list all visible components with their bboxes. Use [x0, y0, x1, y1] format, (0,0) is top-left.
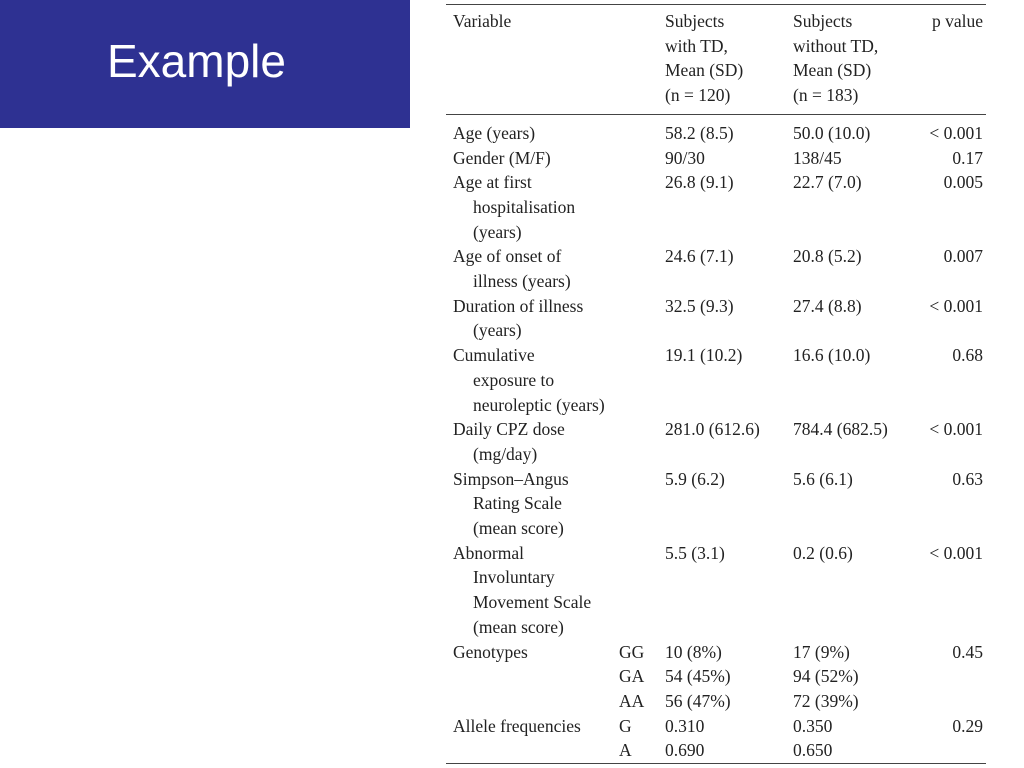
table-row [446, 146, 986, 171]
cell-p-value [923, 343, 986, 417]
cell-with-td-line: 0.690 [665, 740, 705, 761]
cell-subcategory [619, 146, 665, 171]
cell-without-td [793, 114, 923, 145]
cell-without-td-line: 20.8 (5.2) [793, 246, 862, 267]
cell-variable-line: (mean score) [473, 518, 564, 539]
cell-variable-line: exposure to [473, 369, 555, 390]
table-row [446, 467, 986, 541]
cell-without-td [793, 244, 923, 293]
cell-variable [446, 714, 619, 764]
cell-with-td-line: 5.5 (3.1) [665, 542, 725, 563]
cell-variable-line: Cumulative [453, 345, 535, 366]
cell-without-td [793, 146, 923, 171]
cell-with-td [665, 114, 793, 145]
cell-with-td [665, 170, 793, 244]
table-row [446, 714, 986, 764]
table-row [446, 640, 986, 714]
cell-p-value-line: 0.68 [952, 345, 983, 366]
cell-with-td-line: 26.8 (9.1) [665, 172, 734, 193]
cell-with-td [665, 244, 793, 293]
cell-p-value-line: 0.005 [943, 172, 983, 193]
cell-without-td [793, 541, 923, 640]
data-table-container [446, 4, 986, 764]
cell-with-td [665, 714, 793, 764]
cell-subcategory-line: G [619, 715, 632, 736]
cell-without-td [793, 640, 923, 714]
table-row [446, 170, 986, 244]
cell-variable-line: Age (years) [453, 122, 536, 143]
cell-subcategory [619, 714, 665, 764]
header-subcategory [619, 5, 665, 115]
cell-variable-line: Abnormal [453, 542, 524, 563]
cell-variable-line: hospitalisation [473, 196, 576, 217]
cell-variable-line: Age at first [453, 172, 532, 193]
cell-with-td [665, 640, 793, 714]
table-row [446, 244, 986, 293]
table-body [446, 114, 986, 763]
cell-with-td-line: 90/30 [665, 147, 705, 168]
cell-p-value [923, 541, 986, 640]
cell-p-value [923, 640, 986, 714]
header-line: Variable [453, 11, 512, 31]
header-without-td [793, 5, 923, 115]
cell-without-td-line: 50.0 (10.0) [793, 122, 871, 143]
cell-variable-line: Allele frequencies [453, 715, 581, 736]
cell-variable-line: (years) [473, 221, 522, 242]
cell-subcategory [619, 467, 665, 541]
cell-variable [446, 244, 619, 293]
header-line: (n = 120) [665, 85, 731, 106]
cell-variable [446, 343, 619, 417]
cell-without-td-line: 16.6 (10.0) [793, 345, 871, 366]
cell-variable [446, 114, 619, 145]
cell-subcategory [619, 640, 665, 714]
cell-variable [446, 146, 619, 171]
cell-without-td [793, 714, 923, 764]
cell-subcategory-line: A [619, 740, 632, 761]
cell-without-td [793, 294, 923, 343]
table-row [446, 114, 986, 145]
header-line: with TD, [665, 35, 728, 56]
cell-p-value-line: < 0.001 [929, 122, 983, 143]
cell-variable-line: Gender (M/F) [453, 147, 551, 168]
header-with-td [665, 5, 793, 115]
cell-variable-line: (mg/day) [473, 443, 538, 464]
header-line: Mean (SD) [665, 60, 744, 81]
header-p-value [923, 5, 986, 115]
cell-with-td [665, 541, 793, 640]
header-line: without TD, [793, 35, 879, 56]
table-row [446, 294, 986, 343]
cell-p-value [923, 244, 986, 293]
header-line: (n = 183) [793, 85, 859, 106]
cell-variable-line: neuroleptic (years) [473, 394, 605, 415]
cell-with-td-line: 0.310 [665, 715, 705, 736]
cell-without-td [793, 467, 923, 541]
table-row [446, 541, 986, 640]
cell-p-value-line: 0.17 [952, 147, 983, 168]
cell-subcategory [619, 541, 665, 640]
cell-subcategory [619, 343, 665, 417]
header-line: Mean (SD) [793, 60, 872, 81]
cell-with-td-line: 281.0 (612.6) [665, 419, 760, 440]
cell-without-td-line: 0.2 (0.6) [793, 542, 853, 563]
cell-with-td-line: 19.1 (10.2) [665, 345, 743, 366]
cell-with-td [665, 146, 793, 171]
cell-subcategory [619, 417, 665, 466]
header-row [446, 5, 986, 115]
cell-p-value [923, 294, 986, 343]
cell-subcategory-line: GA [619, 666, 645, 687]
cell-p-value-line: < 0.001 [929, 295, 983, 316]
cell-p-value [923, 417, 986, 466]
header-line: p value [931, 11, 983, 31]
header-line: Subjects [665, 11, 725, 31]
cell-variable-line: illness (years) [473, 271, 571, 292]
table-row [446, 343, 986, 417]
cell-variable-line: Genotypes [453, 641, 528, 662]
cell-subcategory-line: AA [619, 690, 645, 711]
cell-p-value [923, 146, 986, 171]
cell-variable-line: (years) [473, 320, 522, 341]
cell-with-td-line: 10 (8%) [665, 641, 722, 662]
cell-without-td [793, 170, 923, 244]
cell-p-value [923, 714, 986, 764]
cell-without-td-line: 0.650 [793, 740, 833, 761]
cell-subcategory [619, 244, 665, 293]
cell-with-td [665, 467, 793, 541]
cell-without-td-line: 94 (52%) [793, 666, 859, 687]
cell-variable [446, 467, 619, 541]
header-variable [446, 5, 619, 115]
cell-variable-line: Age of onset of [453, 246, 562, 267]
cell-with-td-line: 56 (47%) [665, 690, 731, 711]
cell-without-td-line: 17 (9%) [793, 641, 850, 662]
cell-p-value-line: 0.29 [952, 715, 983, 736]
cell-variable [446, 294, 619, 343]
cell-with-td-line: 5.9 (6.2) [665, 468, 725, 489]
cell-without-td-line: 138/45 [793, 147, 842, 168]
cell-without-td [793, 417, 923, 466]
cell-variable-line: Movement Scale [473, 592, 592, 613]
cell-with-td-line: 32.5 (9.3) [665, 295, 734, 316]
cell-without-td-line: 5.6 (6.1) [793, 468, 853, 489]
cell-subcategory [619, 114, 665, 145]
data-table [446, 4, 986, 764]
cell-p-value-line: 0.007 [943, 246, 983, 267]
cell-variable-line: Rating Scale [473, 493, 562, 514]
cell-variable-line: Daily CPZ dose [453, 419, 565, 440]
cell-with-td-line: 54 (45%) [665, 666, 731, 687]
cell-with-td [665, 417, 793, 466]
cell-variable [446, 541, 619, 640]
cell-variable-line: Duration of illness [453, 295, 584, 316]
cell-p-value-line: 0.63 [952, 468, 983, 489]
cell-variable-line: (mean score) [473, 616, 564, 637]
cell-variable [446, 170, 619, 244]
cell-variable [446, 417, 619, 466]
cell-subcategory-line: GG [619, 641, 645, 662]
table-header [446, 5, 986, 115]
cell-with-td [665, 343, 793, 417]
cell-variable [446, 640, 619, 714]
cell-p-value-line: < 0.001 [929, 419, 983, 440]
cell-without-td-line: 22.7 (7.0) [793, 172, 862, 193]
table-row [446, 417, 986, 466]
title-banner [0, 0, 410, 128]
cell-without-td-line: 0.350 [793, 715, 833, 736]
cell-subcategory [619, 170, 665, 244]
cell-p-value [923, 467, 986, 541]
cell-p-value [923, 114, 986, 145]
cell-with-td-line: 58.2 (8.5) [665, 122, 734, 143]
cell-p-value-line: < 0.001 [929, 542, 983, 563]
slide-title: Example [107, 35, 286, 87]
cell-variable-line: Simpson–Angus [453, 468, 569, 489]
cell-with-td [665, 294, 793, 343]
cell-with-td-line: 24.6 (7.1) [665, 246, 734, 267]
cell-without-td-line: 784.4 (682.5) [793, 419, 888, 440]
header-line: Subjects [793, 11, 853, 31]
cell-without-td [793, 343, 923, 417]
cell-p-value-line: 0.45 [952, 641, 983, 662]
cell-subcategory [619, 294, 665, 343]
cell-without-td-line: 27.4 (8.8) [793, 295, 862, 316]
cell-variable-line: Involuntary [473, 567, 555, 588]
cell-without-td-line: 72 (39%) [793, 690, 859, 711]
cell-p-value [923, 170, 986, 244]
